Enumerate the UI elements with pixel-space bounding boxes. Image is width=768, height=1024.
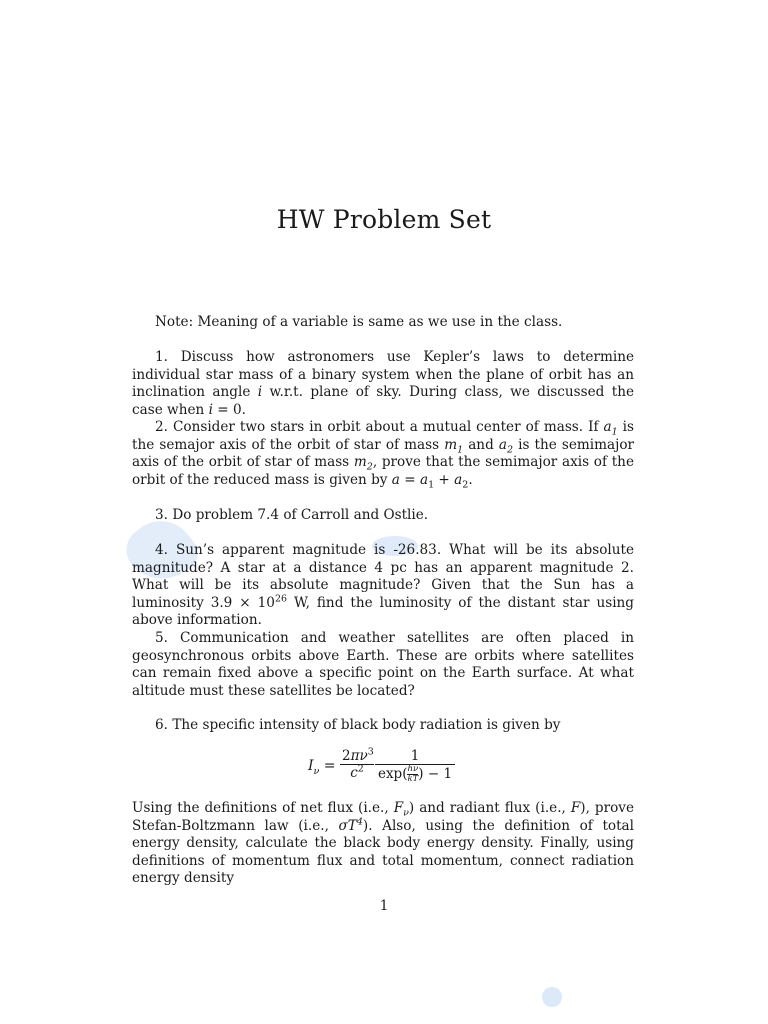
math-a2: $a_2$ — [498, 436, 514, 456]
math-f: F — [570, 800, 581, 816]
problem-text: , prove that the semimajor axis of the orbit of the reduced mass is given by — [132, 454, 634, 488]
note-text: Note: Meaning of a variable is same as we use in the class. — [155, 314, 563, 330]
problem-text: Using the definitions of net flux (i.e., — [132, 800, 394, 816]
problem-text: ), prove Stefan-Boltzmann law (i.e., — [132, 800, 635, 834]
problem-text: ) and radiant flux (i.e., — [408, 800, 571, 816]
math-var-i: i — [257, 384, 263, 400]
problem-5 — [132, 630, 634, 700]
problem-6 — [132, 717, 634, 735]
problem-number: 4. — [155, 542, 168, 558]
problem-text: Communication and weather satellites are often placed in geosynchronous orbits above Earth. These are orbits where satellites can remain fixed above a specific point on the Earth surface. At what altitude must these satellites be located? — [132, 630, 634, 699]
problem-number: 5. — [155, 630, 168, 646]
page-number: 1 — [379, 898, 389, 914]
problem-text: . — [468, 471, 473, 488]
math-a1: $a_1$ — [603, 419, 618, 438]
problem-3 — [132, 507, 634, 525]
problem-2: 2. Consider two stars in orbit about a mutual center of mass. If $a_1$ is the semajor axis of the orbit of star of mass $m_1$ and $a_2$ is the semimajor axis of the orbit of star of mass $m_2$, prove that the semimajor axis of the orbit of the reduced mass is given by $a = a_1 + a_2$. — [132, 419, 634, 491]
problem-text: is the semimajor axis of the orbit of star of mass — [132, 436, 634, 470]
exponent: 26 — [274, 592, 288, 604]
math-f-nu: $F_\nu$ — [393, 800, 409, 819]
page-title: HW Problem Set — [276, 205, 492, 234]
problem-text: Do problem 7.4 of Carroll and Ostlie. — [172, 507, 429, 523]
problem-text: The specific intensity of black body radiation is given by — [172, 717, 561, 733]
math-m1: $m_1$ — [444, 436, 464, 456]
problem-text: and — [463, 436, 499, 453]
equation-lhs: $I_\nu$ = — [308, 758, 336, 777]
problem-text: w.r.t. plane of sky. During class, we discussed the case when — [132, 384, 635, 418]
equation-fraction-2: 1 exp( $\frac{h\nu}{kT}$ ) − 1 — [375, 748, 455, 784]
problem-number: 3. — [155, 507, 168, 523]
problem-number: 6. — [155, 717, 168, 733]
problem-4 — [132, 542, 634, 630]
problem-number: 1. — [155, 349, 168, 365]
problem-number: 2. — [155, 419, 168, 435]
problem-1 — [132, 349, 634, 419]
math-m2: $m_2$ — [353, 454, 373, 473]
note-paragraph — [132, 314, 634, 332]
watermark-dot — [542, 987, 562, 1007]
problem-text: is the semajor axis of the orbit of star of mass — [132, 419, 634, 453]
planck-equation — [0, 748, 768, 792]
math-var-i: i — [208, 401, 213, 418]
problem-text: W, find the luminosity of the distant star using above information. — [132, 594, 634, 628]
problem-text: Discuss how astronomers use Kepler’s laws to determine individual star mass of a binary system when the plane of orbit has an inclination angle — [132, 349, 634, 400]
problem-text: ). Also, using the definition of total energy density, calculate the black body energy density. Finally, using definitions of momentum flux and total momentum, connect radiation energy density — [132, 817, 634, 886]
equation-fraction-1: $\frac{2\pi\nu^3}{c^2}$ — [342, 746, 374, 781]
problem-text: Sun’s apparent magnitude is -26.83. What will be its absolute magnitude? A star at a distance 4 pc has an apparent magnitude 2. What will be its absolute magnitude? Given that the Sun has a luminosity 3.9 × 10 — [132, 542, 634, 611]
problem-6-continued — [132, 800, 634, 888]
math-sigma-t4: $\sigma T^4$ — [338, 815, 363, 834]
problem-text: = 0. — [212, 401, 246, 418]
problem-text: Consider two stars in orbit about a mutual center of mass. If — [173, 419, 604, 435]
math-a-sum: a — [391, 471, 400, 488]
